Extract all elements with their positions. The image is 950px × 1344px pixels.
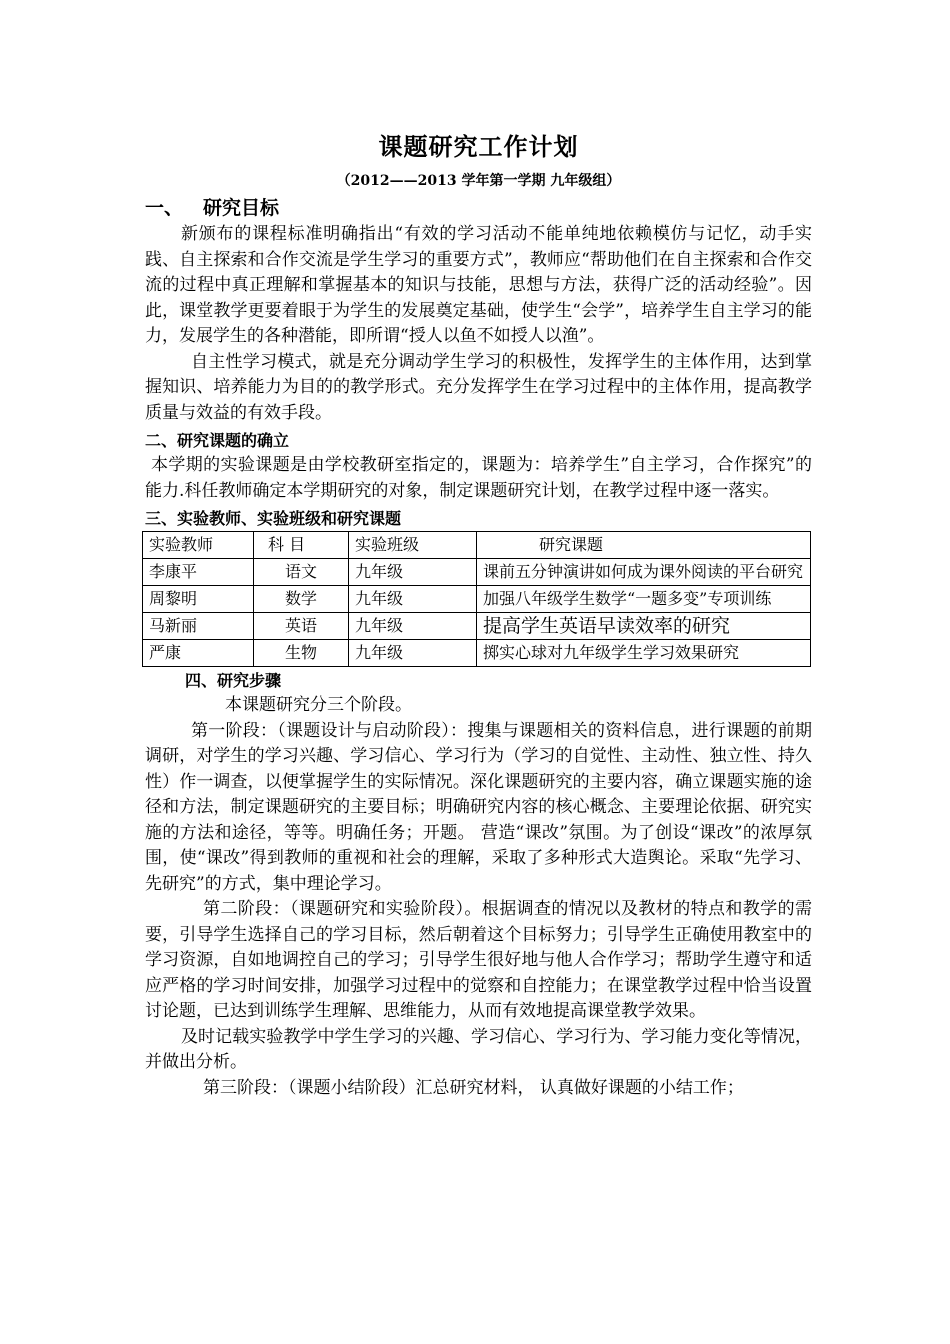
section4-heading: 四、研究步骤 (185, 671, 282, 690)
cell-class: 九年级 (349, 559, 477, 586)
cell-topic: 掷实心球对九年级学生学习效果研究 (477, 640, 811, 667)
section4-stage2: 第二阶段：（课题研究和实验阶段）。根据调查的情况以及教材的特点和教学的需要，引导学生选择自己的学习目标，然后朝着这个目标努力；引导学生正确使用教室中的学习资源，自如地调控自己的学习；引导学生很好地与他人合作学习；帮助学生遵守和适应严格的学习时间安排，加强学习过程中的觉察和自控能力；在课堂教学过程中恰当设置讨论题，已达到训练学生理解、思维能力，从而有效地提高课堂教学效果。 (145, 899, 812, 1021)
header-teacher: 实验教师 (143, 532, 254, 559)
section4-stage1: 第一阶段：（课题设计与启动阶段）：搜集与课题相关的资料信息，进行课题的前期调研，对学生的学习兴趣、学习信心、学习行为（学习的自觉性、主动性、独立性、持久性）作一调查，以便掌握学生的实际情况。深化课题研究的主要内容，确立课题实施的途径和方法，制定课题研究的主要目标；明确研究内容的核心概念、主要理论依据、研究实施的方法和途径，等等。明确任务；开题。 营造“课改”氛围。为了创设“课改”的浓厚氛围，使“课改”得到教师的重视和社会的理解，采取了多种形式大造舆论。采取“先学习、先研究”的方式，集中理论学习。 (145, 720, 812, 894)
table-row (143, 613, 811, 640)
section1-paragraph-2: 自主性学习模式，就是充分调动学生学习的积极性，发挥学生的主体作用，达到掌握知识、培养能力为目的的教学形式。充分发挥学生在学习过程中的主体作用，提高教学质量与效益的有效手段。 (145, 351, 812, 423)
section3-heading: 三、实验教师、实验班级和研究课题 (145, 509, 402, 528)
section4-intro: 本课题研究分三个阶段。 (225, 695, 412, 715)
experiment-table (142, 531, 811, 667)
cell-subject: 数学 (254, 586, 349, 613)
table-row (143, 586, 811, 613)
cell-topic: 提高学生英语早读效率的研究 (477, 613, 811, 640)
cell-class: 九年级 (349, 586, 477, 613)
page-title: 课题研究工作计划 (378, 132, 579, 161)
cell-subject: 英语 (254, 613, 349, 640)
section1-paragraph-1: 新颁布的课程标准明确指出“有效的学习活动不能单纯地依赖模仿与记忆，动手实践、自主探索和合作交流是学生学习的重要方式”，教师应“帮助他们在自主探索和合作交流的过程中真正理解和掌握基本的知识与技能，思想与方法，获得广泛的活动经验”。因此，课堂教学更要着眼于为学生的发展奠定基础，使学生“会学”，培养学生自主学习的能力，发展学生的各种潜能，即所谓“授人以鱼不如授人以渔”。 (145, 224, 812, 346)
section1-number: 一、 (145, 197, 184, 219)
table-row (143, 640, 811, 667)
section4-record: 及时记载实验教学中学生学习的兴趣、学习信心、学习行为、学习能力变化等情况，并做出分析。 (145, 1026, 812, 1072)
cell-class: 九年级 (349, 613, 477, 640)
cell-teacher: 周黎明 (143, 586, 254, 613)
cell-topic: 加强八年级学生数学“一题多变”专项训练 (477, 586, 811, 613)
page-subtitle: （2012——2013 学年第一学期 九年级组） (336, 173, 621, 189)
header-topic: 研究课题 (477, 532, 811, 559)
cell-teacher: 马新丽 (143, 613, 254, 640)
document-page (145, 130, 812, 1101)
header-subject: 科 目 (254, 532, 349, 559)
section2-heading: 二、研究课题的确立 (145, 431, 290, 450)
table-row (143, 559, 811, 586)
section1-title: 研究目标 (203, 197, 280, 219)
section4-stage3: 第三阶段：（课题小结阶段）汇总研究材料， 认真做好课题的小结工作； (203, 1077, 744, 1098)
section1-heading (145, 194, 812, 222)
cell-subject: 语文 (254, 559, 349, 586)
section2-paragraph: 本学期的实验课题是由学校教研室指定的，课题为：培养学生”自主学习，合作探究”的能力.科任教师确定本学期研究的对象，制定课题研究计划，在教学过程中逐一落实。 (145, 455, 812, 501)
cell-teacher: 严康 (143, 640, 254, 667)
cell-subject: 生物 (254, 640, 349, 667)
table-header-row (143, 532, 811, 559)
cell-topic: 课前五分钟演讲如何成为课外阅读的平台研究 (477, 559, 811, 586)
cell-teacher: 李康平 (143, 559, 254, 586)
header-class: 实验班级 (349, 532, 477, 559)
cell-class: 九年级 (349, 640, 477, 667)
